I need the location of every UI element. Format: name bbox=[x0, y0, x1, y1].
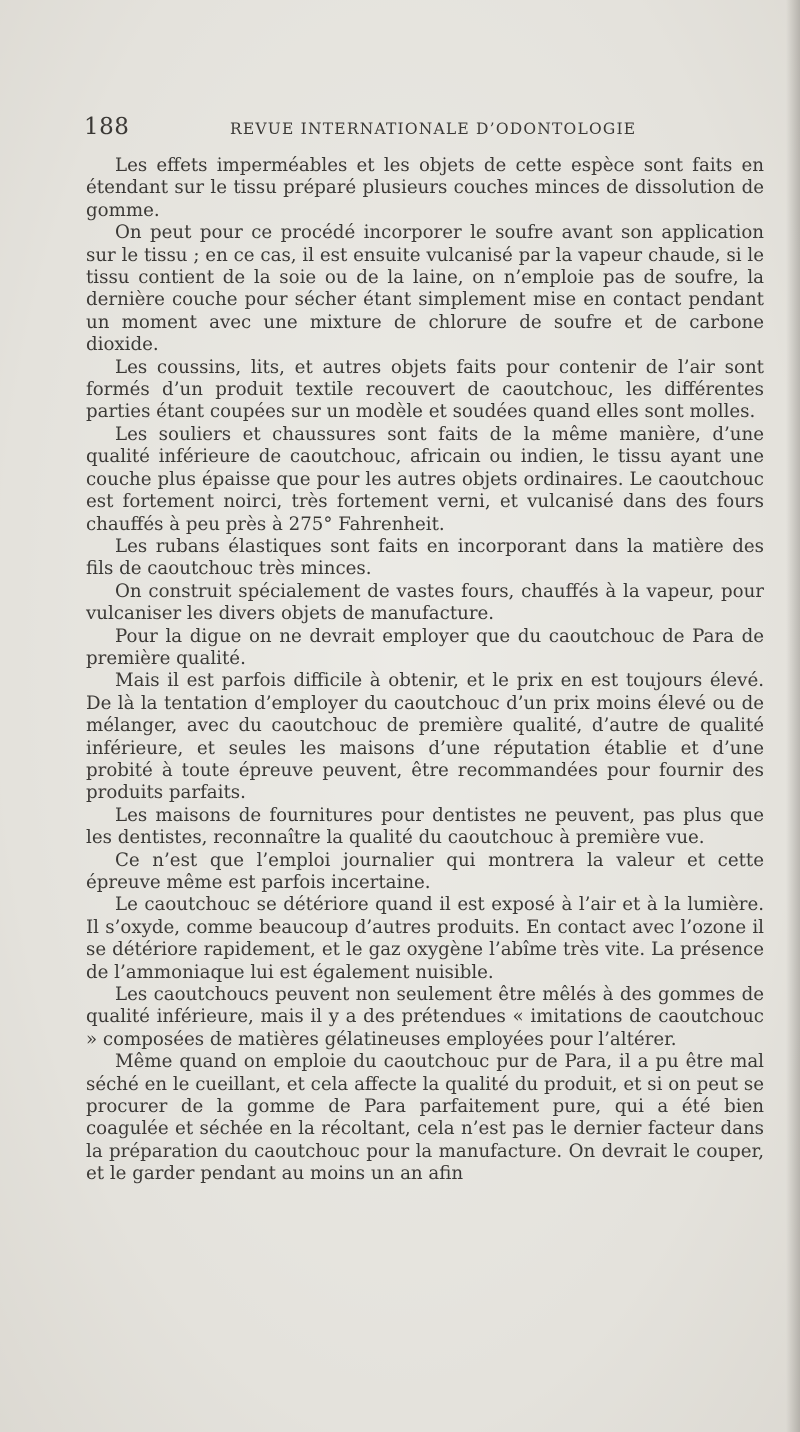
paragraph: Les coussins, lits, et autres objets faits pour contenir de l’air sont formés d’un produit textile recouvert de caoutchouc, les différentes parties étant coupées sur un modèle et soudées quand elles sont molles. bbox=[86, 356, 764, 423]
paragraph: Les caoutchoucs peuvent non seulement être mêlés à des gommes de qualité inférieure, mais il y a des prétendues « imitations de caoutchouc » composées de matières gélatineuses employées pour l’altérer. bbox=[86, 984, 764, 1050]
paragraph: Même quand on emploie du caoutchouc pur de Para, il a pu être mal séché en le cueillant, et cela affecte la qualité du produit, et si on peut se procurer de la gomme de Para parfaitement pure, qui a été bien coagulée et séchée en la récoltant, cela n’est pas le dernier facteur dans la préparation du caoutchouc pour la manufacture. On devrait le couper, et le garder pendant au moins un an afin bbox=[86, 1051, 764, 1185]
running-head: REVUE INTERNATIONALE D’ODONTOLOGIE bbox=[230, 120, 637, 138]
paragraph: Le caoutchouc se détériore quand il est exposé à l’air et à la lumière. Il s’oxyde, comme beaucoup d’autres produits. En contact avec l’ozone il se détériore rapidement, et le gaz oxygène l’abîme très vite. La présence de l’ammoniaque lui est également nuisible. bbox=[86, 894, 764, 983]
paragraph: On construit spécialement de vastes fours, chauffés à la vapeur, pour vulcaniser les divers objets de manufacture. bbox=[86, 580, 764, 625]
paragraph: Ce n’est que l’emploi journalier qui montrera la valeur et cette épreuve même est parfois incertaine. bbox=[86, 849, 764, 893]
paragraph: Les souliers et chaussures sont faits de la même manière, d’une qualité inférieure de caoutchouc, africain ou indien, le tissu ayant une couche plus épaisse que pour les autres objets ordinaires. Le caoutchouc est fortement noirci, très fortement verni, et vulcanisé dans des fours chauffés à peu près à 275° Fahrenheit. bbox=[86, 423, 764, 535]
page-edge-shadow bbox=[786, 0, 800, 1432]
paragraph: Les rubans élastiques sont faits en incorporant dans la matière des fils de caoutchouc très minces. bbox=[86, 535, 764, 580]
paragraph: Mais il est parfois difficile à obtenir, et le prix en est toujours élevé. De là la tentation d’employer du caoutchouc d’un prix moins élevé ou de mélanger, avec du caoutchouc de première qualité, d’autre de qualité inférieure, et seules les maisons d’une réputation établie et d’une probité à toute épreuve peuvent, être recommandées pour fournir des produits parfaits. bbox=[86, 670, 764, 804]
paragraph: On peut pour ce procédé incorporer le soufre avant son application sur le tissu ; en ce cas, il est ensuite vulcanisé par la vapeur chaude, si le tissu contient de la soie ou de la laine, on n’emploie pas de soufre, la dernière couche pour sécher étant simplement mise en contact pendant un moment avec une mixture de chlorure de soufre et de carbone dioxide. bbox=[86, 222, 764, 356]
paragraph: Pour la digue on ne devrait employer que du caoutchouc de Para de première qualité. bbox=[86, 625, 764, 669]
page-header bbox=[84, 112, 764, 142]
paragraph: Les effets imperméables et les objets de cette espèce sont faits en étendant sur le tissu préparé plusieurs couches minces de dissolution de gomme. bbox=[86, 155, 764, 221]
page-number: 188 bbox=[84, 114, 130, 140]
body-text bbox=[86, 155, 764, 1186]
paragraph: Les maisons de fournitures pour dentistes ne peuvent, pas plus que les dentistes, reconnaître la qualité du caoutchouc à première vue. bbox=[86, 804, 764, 849]
